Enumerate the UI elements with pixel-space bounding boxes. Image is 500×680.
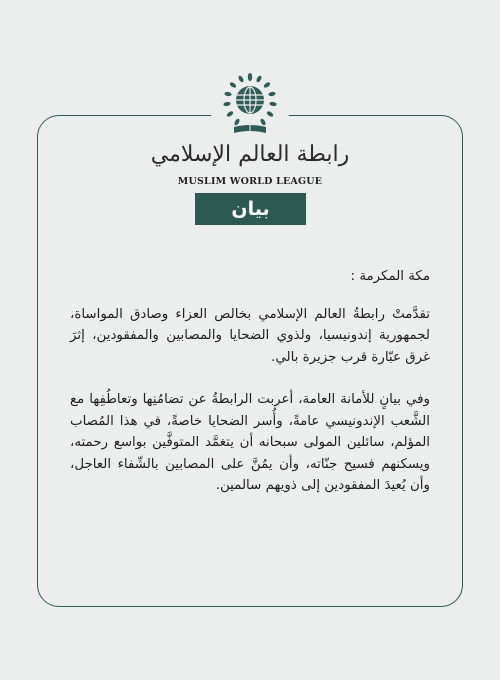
- org-name-english: MUSLIM WORLD LEAGUE: [177, 176, 323, 187]
- statement-badge: بيان: [195, 193, 306, 225]
- paragraph-1: تقدَّمتْ رابطةُ العالم الإسلامي بخالص العزاء وصادق المواساة، لجمهورية إندونيسيا، ولذوي الضحايا والمصابين والمفقودين، إثرَ غرق عبّارة قرب جزيرة بالي.: [70, 306, 430, 365]
- paragraph-2: وفي بيانٍ للأمانة العامة، أعربت الرابطةُ عن تضامُنِها وتعاطُفِها مع الشَّعب الإندونيسي عامةً، وأُسر الضحايا خاصةً، في هذا المُصاب المؤلم، سائلين المولى سبحانه أن يتغمَّد المتوفَّين بواسع رحمته، ويسكنهم فسيح جنّاته، وأن يمُنَّ على المصابين بالشّفاء العاجل، وأن يُعيدَ المفقودين إلى ذويهم سالمين.: [70, 392, 430, 493]
- globe-emblem-icon: [221, 73, 279, 139]
- org-name-arabic: رابطة العالم الإسلامي: [150, 142, 350, 167]
- city-heading: مكة المكرمة :: [350, 269, 430, 284]
- statement-body: [70, 266, 430, 497]
- logo: [210, 66, 290, 146]
